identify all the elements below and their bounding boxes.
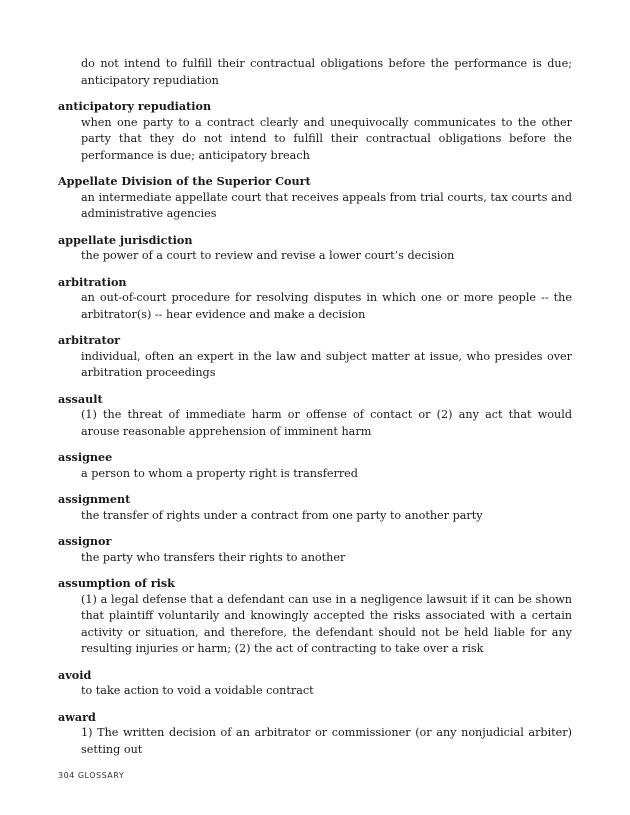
page-number: 304 <box>58 771 75 780</box>
glossary-definition: when one party to a contract clearly and unequivocally communicates to the other party that they do not intend to fulfill their contractual obligations before the performance is due; anticipatory breach <box>81 115 572 162</box>
glossary-definition: the power of a court to review and revise a lower court’s decision <box>81 249 455 262</box>
glossary-definition: an intermediate appellate court that receives appeals from trial courts, tax courts and administrative agencies <box>81 190 572 220</box>
glossary-definition: to take action to void a voidable contract <box>81 684 314 697</box>
glossary-definition: the party who transfers their rights to another <box>81 550 346 564</box>
glossary-term: arbitration <box>58 274 127 289</box>
continued-definition: do not intend to fulfill their contractual obligations before the performance is due; anticipatory repudiation <box>81 57 572 87</box>
glossary-definition: the transfer of rights under a contract from one party to another party <box>81 508 483 522</box>
glossary-term: avoid <box>58 667 92 682</box>
glossary-definition: individual, often an expert in the law and subject matter at issue, who presides over arbitration proceedings <box>81 349 572 379</box>
glossary-term: award <box>58 709 96 724</box>
glossary-term: Appellate Division of the Superior Court <box>58 174 311 188</box>
glossary-term: assignor <box>58 534 112 548</box>
page-footer <box>58 771 124 780</box>
glossary-definition: 1) The written decision of an arbitrator or commissioner (or any nonjudicial arbiter) setting out <box>81 726 572 756</box>
section-label: GLOSSARY <box>77 771 125 780</box>
glossary-term: appellate jurisdiction <box>58 232 193 247</box>
glossary-definition: an out-of-court procedure for resolving disputes in which one or more people -- the arbitrator(s) -- hear evidence and make a decision <box>81 291 572 321</box>
glossary-definition: a person to whom a property right is transferred <box>81 466 358 480</box>
glossary-term: assault <box>58 391 103 406</box>
glossary-term: anticipatory repudiation <box>58 99 212 113</box>
glossary-term: assignment <box>58 492 131 506</box>
glossary-definition: (1) the threat of immediate harm or offense of contact or (2) any act that would arouse reasonable apprehension of imminent harm <box>81 408 572 438</box>
glossary-definition: (1) a legal defense that a defendant can use in a negligence lawsuit if it can be shown that plaintiff voluntarily and knowingly accepted the risks associated with a certain activity or situation, and therefore, the defendant should not be held liable for any resulting injuries or harm; (2) the act of contracting to take over a risk <box>81 592 572 655</box>
glossary-content <box>58 56 572 758</box>
glossary-term: arbitrator <box>58 333 121 347</box>
glossary-term: assumption of risk <box>58 576 175 590</box>
glossary-term: assignee <box>58 450 113 464</box>
